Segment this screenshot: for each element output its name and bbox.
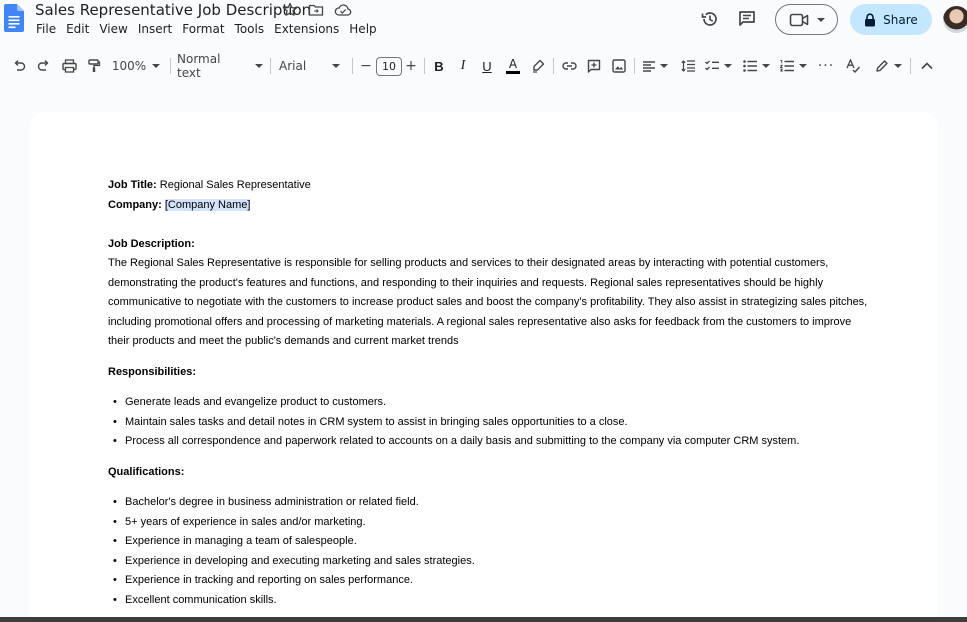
font-size-input[interactable]: 10	[376, 57, 402, 76]
hide-menus-icon[interactable]	[918, 52, 936, 80]
list-item: • Experience in tracking and reporting on sales performance.	[108, 571, 868, 591]
list-item: • Generate leads and evangelize product to customers.	[108, 393, 868, 413]
qualifications-heading: Qualifications:	[108, 465, 185, 478]
chevron-down-icon	[894, 64, 902, 68]
formatting-toolbar	[0, 52, 967, 80]
underline-button[interactable]: U	[482, 58, 492, 74]
list-item: • 5+ years of experience in sales and/or marketing.	[108, 513, 868, 533]
menu-file[interactable]: File	[36, 22, 57, 36]
app-header	[0, 0, 967, 46]
checklist-button[interactable]	[704, 52, 732, 80]
editing-mode-button[interactable]	[873, 52, 903, 80]
highlight-color-icon[interactable]	[530, 52, 546, 80]
increase-font-size-icon[interactable]: +	[405, 58, 417, 74]
document-body[interactable]	[108, 176, 868, 610]
version-history-icon[interactable]	[700, 9, 720, 29]
comments-icon[interactable]	[737, 9, 757, 29]
meet-dropdown-icon	[817, 18, 825, 22]
document-title[interactable]: Sales Representative Job Description	[35, 1, 312, 19]
lock-icon	[864, 13, 876, 27]
checklist-icon	[705, 60, 719, 72]
insert-image-icon[interactable]	[611, 52, 627, 80]
numbered-list-button[interactable]	[778, 52, 808, 80]
meet-button[interactable]	[775, 4, 838, 35]
move-folder-icon[interactable]	[308, 2, 324, 18]
bulleted-list-button[interactable]	[741, 52, 771, 80]
menu-edit[interactable]: Edit	[66, 22, 90, 36]
italic-button[interactable]: I	[460, 58, 466, 73]
paragraph-style-select[interactable]: Normal text	[177, 52, 263, 80]
responsibilities-list	[108, 393, 868, 452]
list-item: • Experience in managing a team of salespeople.	[108, 532, 868, 552]
cloud-saved-icon[interactable]	[334, 2, 352, 18]
redo-icon[interactable]	[35, 52, 53, 80]
pencil-icon	[875, 59, 889, 73]
account-avatar[interactable]	[943, 6, 967, 33]
menu-insert[interactable]: Insert	[137, 22, 173, 36]
chevron-down-icon	[255, 64, 263, 68]
text-color-button[interactable]: A	[505, 52, 521, 80]
numbered-list-icon	[780, 60, 794, 72]
menu-bar	[36, 21, 387, 37]
share-label: Share	[883, 12, 918, 27]
decrease-font-size-icon[interactable]: −	[360, 58, 372, 74]
selected-text[interactable]: [Company Name]	[164, 198, 251, 211]
menu-view[interactable]: View	[99, 22, 128, 36]
chevron-down-icon	[799, 64, 807, 68]
align-left-button[interactable]	[641, 52, 669, 80]
font-family-select[interactable]: Arial	[279, 52, 343, 80]
list-item: • Excellent communication skills.	[108, 591, 868, 611]
job-title-line: Job Title: Regional Sales Representative	[108, 179, 311, 191]
video-camera-icon	[789, 12, 809, 28]
description-heading: Job Description:	[108, 237, 195, 250]
chevron-down-icon	[152, 64, 160, 68]
menu-help[interactable]: Help	[349, 22, 377, 36]
list-item: • Process all correspondence and paperwork related to accounts on a daily basis and submitting to the company via computer CRM system.	[108, 432, 868, 452]
more-options-icon[interactable]: ···	[817, 58, 835, 74]
description-paragraph: The Regional Sales Representative is responsible for selling products and services to their designated areas by interacting with potential customers, demonstrating the product's features and functions, and responding to their inquiries and requests. Regional sales representatives should be highly communicative to negotiate with the customers to increase product sales and boost the company's profitability. They also assist in strategizing sales pitches, including promotional offers and processing of marketing materials. A regional sales representative also asks for feedback from the customers to improve their products and meet the public's demands and current market trends	[108, 257, 868, 347]
zoom-select[interactable]: 100%	[110, 52, 162, 80]
list-item: • Experience in developing and executing marketing and sales strategies.	[108, 552, 868, 572]
spelling-check-icon[interactable]	[845, 52, 861, 80]
menu-format[interactable]: Format	[182, 22, 225, 36]
list-item: • Bachelor's degree in business administration or related field.	[108, 493, 868, 513]
chevron-down-icon	[762, 64, 770, 68]
insert-link-icon[interactable]	[560, 52, 578, 80]
menu-extensions[interactable]: Extensions	[274, 22, 340, 36]
star-icon[interactable]	[282, 2, 298, 18]
taskbar-edge	[0, 617, 967, 622]
list-item: • Maintain sales tasks and detail notes in CRM system to assist in bringing sales opportunities to a close.	[108, 413, 868, 433]
docs-logo-icon[interactable]	[4, 4, 24, 32]
bulleted-list-icon	[743, 60, 757, 72]
bold-button[interactable]: B	[434, 58, 444, 74]
align-left-icon	[643, 61, 655, 72]
company-line: Company: [Company Name]	[108, 198, 251, 211]
undo-icon[interactable]	[10, 52, 28, 80]
paint-format-icon[interactable]	[85, 52, 103, 80]
add-comment-icon[interactable]	[586, 52, 602, 80]
qualifications-list	[108, 493, 868, 610]
responsibilities-heading: Responsibilities:	[108, 365, 197, 378]
chevron-down-icon	[724, 64, 732, 68]
menu-tools[interactable]: Tools	[234, 22, 265, 36]
print-icon[interactable]	[60, 52, 78, 80]
chevron-down-icon	[660, 64, 668, 68]
share-button[interactable]	[850, 4, 932, 35]
line-spacing-icon[interactable]	[680, 52, 696, 80]
chevron-down-icon	[332, 64, 340, 68]
